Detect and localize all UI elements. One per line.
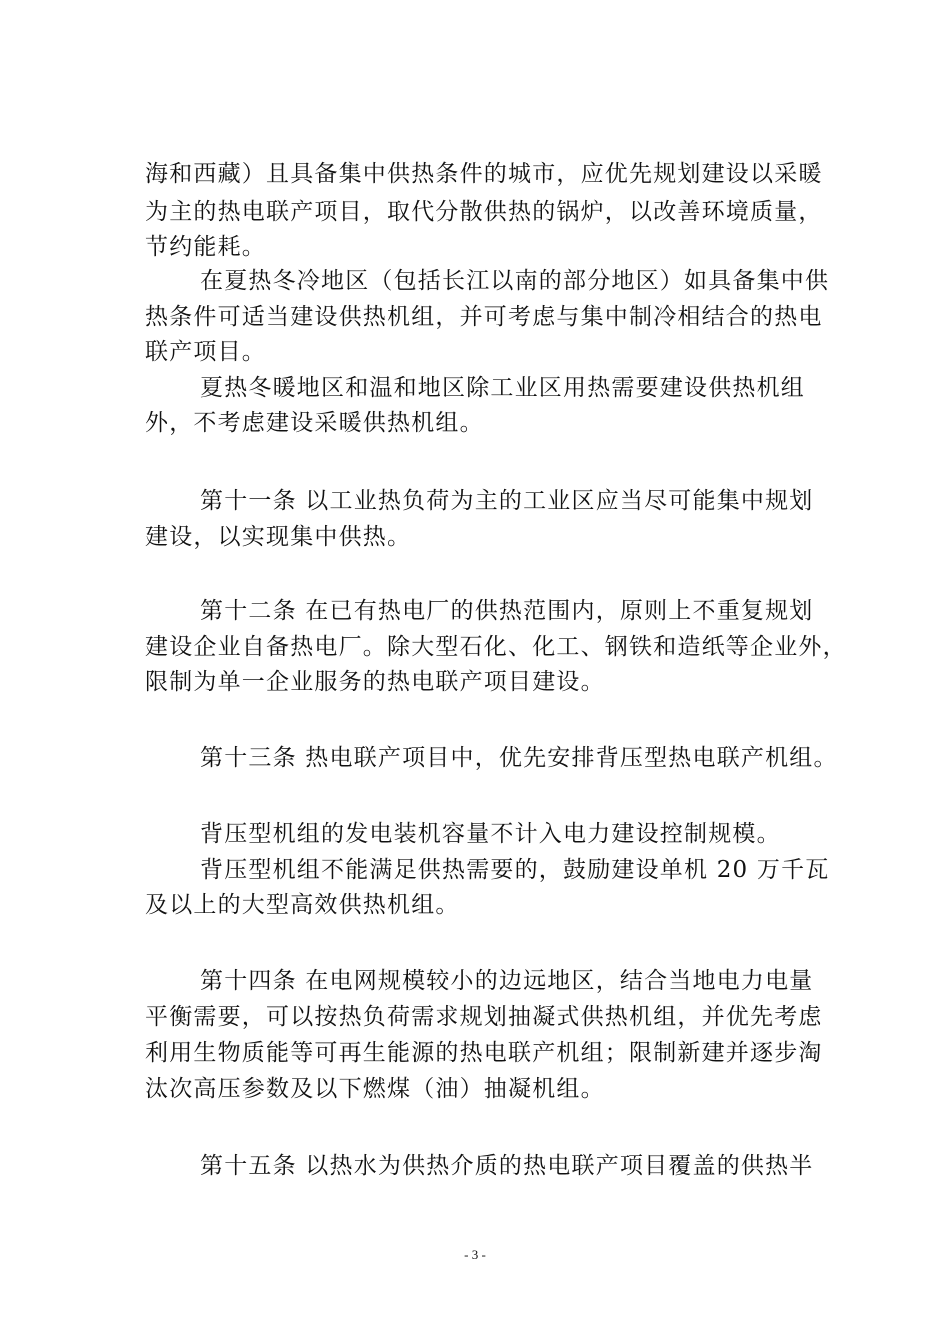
- page-number: - 3 -: [464, 1247, 486, 1262]
- text-line: 海和西藏）且具备集中供热条件的城市，应优先规划建设以采暖: [145, 161, 823, 187]
- article-14-heading: 第十四条 在电网规模较小的边远地区，结合当地电力电量: [200, 968, 814, 994]
- text-line: 建设，以实现集中供热。: [145, 524, 412, 550]
- article-11-heading: 第十一条 以工业热负荷为主的工业区应当尽可能集中规划: [200, 488, 814, 514]
- text-line: 汰次高压参数及以下燃煤（油）抽凝机组。: [145, 1076, 605, 1102]
- article-12-heading: 第十二条 在已有热电厂的供热范围内，原则上不重复规划: [200, 598, 814, 624]
- text-line: 建设企业自备热电厂。除大型石化、化工、钢铁和造纸等企业外，: [145, 634, 847, 660]
- text-line: 联产项目。: [145, 339, 266, 365]
- article-15-heading: 第十五条 以热水为供热介质的热电联产项目覆盖的供热半: [200, 1153, 814, 1179]
- text-line: 背压型机组的发电装机容量不计入电力建设控制规模。: [200, 821, 781, 847]
- text-line: 平衡需要，可以按热负荷需求规划抽凝式供热机组，并优先考虑: [145, 1004, 823, 1030]
- text-line: 为主的热电联产项目，取代分散供热的锅炉，以改善环境质量，: [145, 199, 823, 225]
- text-line: 热条件可适当建设供热机组，并可考虑与集中制冷相结合的热电: [145, 304, 823, 330]
- text-line: 利用生物质能等可再生能源的热电联产机组；限制新建并逐步淘: [145, 1040, 823, 1066]
- text-line: 限制为单一企业服务的热电联产项目建设。: [145, 669, 605, 695]
- text-line: 在夏热冬冷地区（包括长江以南的部分地区）如具备集中供: [200, 268, 830, 294]
- text-line: 节约能耗。: [145, 234, 266, 260]
- text-line: 夏热冬暖地区和温和地区除工业区用热需要建设供热机组: [200, 375, 805, 401]
- text-line: 及以上的大型高效供热机组。: [145, 892, 460, 918]
- text-line: 外，不考虑建设采暖供热机组。: [145, 410, 484, 436]
- text-line: 背压型机组不能满足供热需要的，鼓励建设单机 20 万千瓦: [200, 857, 830, 883]
- article-13-heading: 第十三条 热电联产项目中，优先安排背压型热电联产机组。: [200, 745, 838, 771]
